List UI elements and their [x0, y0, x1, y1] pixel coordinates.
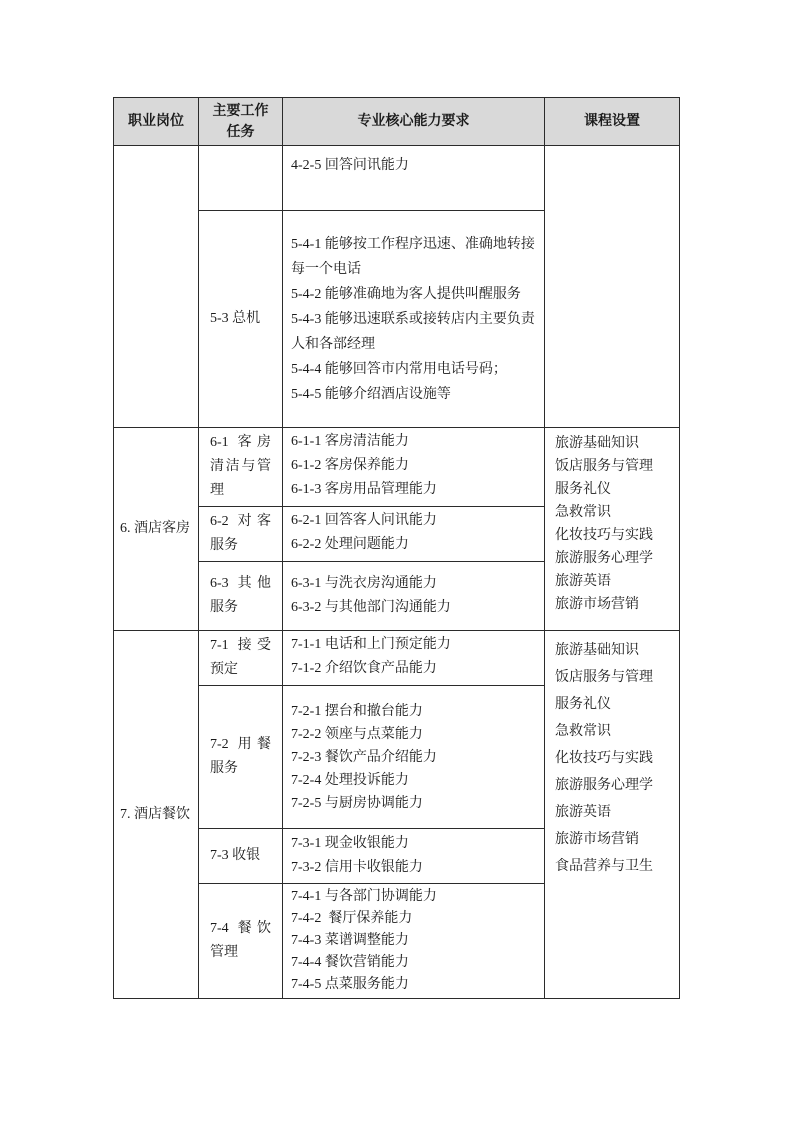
text-line: 急救常识	[555, 724, 611, 739]
cell-abilities-4-2	[283, 146, 545, 211]
text-line: 食品营养与卫生	[555, 859, 653, 874]
cell-task-6-3	[199, 562, 283, 631]
text-line: 旅游英语	[555, 805, 611, 820]
text-line: 5-4-2 能够准确地为客人提供叫醒服务	[291, 286, 521, 302]
table-row	[114, 146, 680, 211]
cell-abilities-7-3	[283, 829, 545, 884]
text-line: 7-2-1 摆台和撤台能力	[291, 703, 423, 719]
text-line: 6-1-2 客房保养能力	[291, 458, 409, 473]
text-line: 旅游基础知识	[555, 436, 639, 451]
text-line: 7-4-2 餐厅保养能力	[291, 911, 413, 926]
task-label: 7-4 餐饮管理	[210, 921, 271, 960]
text-line: 7-4-3 菜谱调整能力	[291, 933, 409, 948]
col-header-position: 职业岗位	[114, 98, 199, 146]
table-row	[114, 631, 680, 686]
cell-courses-empty	[545, 146, 680, 428]
text-line: 7-3-2 信用卡收银能力	[291, 860, 423, 875]
cell-task-7-2	[199, 686, 283, 829]
cell-abilities-7-4	[283, 884, 545, 999]
text-line: 服务礼仪	[555, 697, 611, 712]
text-line: 服务礼仪	[555, 482, 611, 497]
cell-abilities-5-4	[283, 211, 545, 428]
col-header-abilities: 专业核心能力要求	[283, 98, 545, 146]
text-line: 7-4-1 与各部门协调能力	[291, 889, 437, 904]
cell-courses-7	[545, 631, 680, 999]
text-line: 6-3-1 与洗衣房沟通能力	[291, 576, 437, 591]
cell-task-7-4	[199, 884, 283, 999]
position-label: 6. 酒店客房	[120, 521, 190, 536]
col-header-courses: 课程设置	[545, 98, 680, 146]
cell-position-6	[114, 428, 199, 631]
table-header-row	[114, 98, 680, 146]
curriculum-table	[113, 97, 680, 999]
text-line: 5-4-5 能够介绍酒店设施等	[291, 386, 451, 402]
text-line: 7-4-4 餐饮营销能力	[291, 955, 409, 970]
task-label: 5-3 总机	[210, 311, 261, 326]
text-line: 旅游服务心理学	[555, 778, 653, 793]
task-label: 7-1 接受预定	[210, 638, 271, 677]
cell-position-7	[114, 631, 199, 999]
cell-task-6-1	[199, 428, 283, 507]
text-line: 旅游英语	[555, 574, 611, 589]
text-line: 6-2-2 处理问题能力	[291, 537, 409, 552]
text-line: 6-1-1 客房清洁能力	[291, 434, 409, 449]
cell-courses-6	[545, 428, 680, 631]
text-line: 化妆技巧与实践	[555, 528, 653, 543]
text-line: 6-2-1 回答客人问讯能力	[291, 513, 437, 528]
text-line: 4-2-5 回答问讯能力	[291, 158, 409, 173]
text-line: 7-4-5 点菜服务能力	[291, 977, 409, 992]
text-line: 7-2-4 处理投诉能力	[291, 772, 409, 788]
task-label: 6-2 对客服务	[210, 514, 271, 553]
text-line: 急救常识	[555, 505, 611, 520]
text-line: 7-3-1 现金收银能力	[291, 836, 409, 851]
cell-abilities-7-1	[283, 631, 545, 686]
text-line: 6-3-2 与其他部门沟通能力	[291, 600, 451, 615]
text-line: 旅游服务心理学	[555, 551, 653, 566]
text-line: 7-1-1 电话和上门预定能力	[291, 637, 451, 652]
cell-abilities-6-2	[283, 507, 545, 562]
task-label: 7-3 收银	[210, 848, 261, 863]
text-line: 旅游基础知识	[555, 643, 639, 658]
text-line: 化妆技巧与实践	[555, 751, 653, 766]
text-line: 旅游市场营销	[555, 597, 639, 612]
position-label: 7. 酒店餐饮	[120, 806, 190, 822]
cell-abilities-6-1	[283, 428, 545, 507]
text-line: 5-4-1 能够按工作程序迅速、准确地转接每一个电话	[291, 236, 535, 277]
text-line: 5-4-4 能够回答市内常用电话号码；	[291, 361, 507, 377]
table-row	[114, 428, 680, 507]
cell-abilities-7-2	[283, 686, 545, 829]
task-label: 6-1 客房清洁与管理	[210, 435, 271, 498]
cell-task-7-3	[199, 829, 283, 884]
task-label: 6-3 其他服务	[210, 576, 271, 615]
text-line: 5-4-3 能够迅速联系或接转店内主要负责人和各部经理	[291, 311, 535, 352]
text-line: 饭店服务与管理	[555, 670, 653, 685]
cell-task-empty	[199, 146, 283, 211]
cell-task-6-2	[199, 507, 283, 562]
cell-position-empty	[114, 146, 199, 428]
task-label: 7-2 用餐服务	[210, 737, 271, 776]
text-line: 7-2-5 与厨房协调能力	[291, 795, 423, 811]
text-line: 6-1-3 客房用品管理能力	[291, 482, 437, 497]
text-line: 旅游市场营销	[555, 832, 639, 847]
text-line: 7-1-2 介绍饮食产品能力	[291, 661, 437, 676]
text-line: 7-2-3 餐饮产品介绍能力	[291, 749, 437, 765]
text-line: 7-2-2 领座与点菜能力	[291, 726, 423, 742]
cell-task-7-1	[199, 631, 283, 686]
text-line: 饭店服务与管理	[555, 459, 653, 474]
cell-abilities-6-3	[283, 562, 545, 631]
col-header-tasks: 主要工作任务	[199, 98, 283, 146]
cell-task-5-3	[199, 211, 283, 428]
